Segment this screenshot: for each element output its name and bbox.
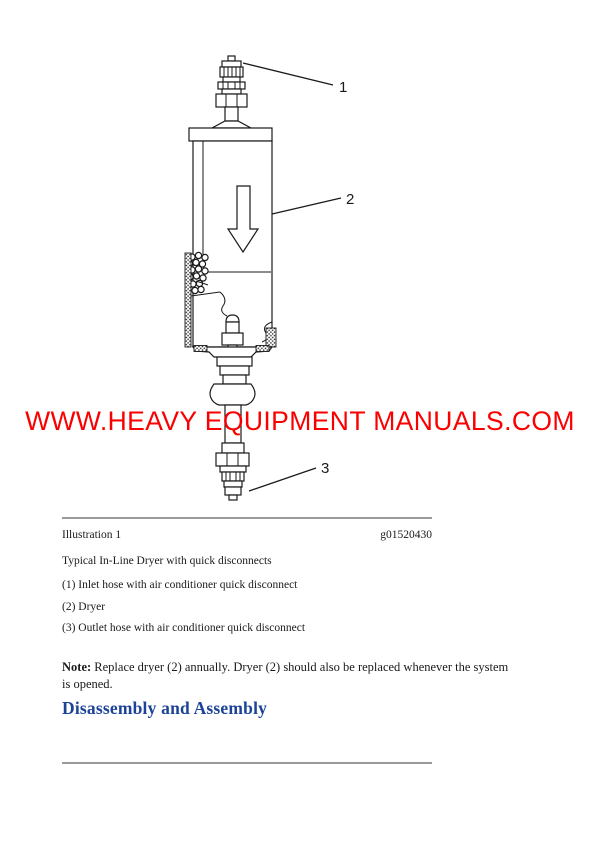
illustration-label: Illustration 1 <box>62 529 122 541</box>
section-heading: Disassembly and Assembly <box>62 698 268 718</box>
caption-item-2: (2) Dryer <box>62 601 106 613</box>
dryer-body-drawing <box>185 128 276 357</box>
illustration-caption-header <box>62 529 432 541</box>
note-label: Note: <box>62 660 92 674</box>
caption-separator-line <box>62 517 432 519</box>
leader-line-1 <box>243 63 333 85</box>
callout-3: 3 <box>321 460 330 477</box>
leader-line-2 <box>272 198 341 214</box>
caption-item-1: (1) Inlet hose with air conditioner quick disconnect <box>62 579 298 591</box>
watermark-text: WWW.HEAVY EQUIPMENT MANUALS.COM <box>25 406 575 436</box>
leader-line-3 <box>249 468 316 491</box>
caption-item-3: (3) Outlet hose with air conditioner quick disconnect <box>62 622 306 634</box>
illustration-code: g01520430 <box>380 529 432 541</box>
note-text: Replace dryer (2) annually. Dryer (2) should also be replaced whenever the system is opened. <box>62 660 509 691</box>
illustration-title: Typical In-Line Dryer with quick disconnects <box>62 555 272 567</box>
callout-1: 1 <box>339 79 348 96</box>
inlet-fitting-drawing <box>212 56 251 128</box>
callout-2: 2 <box>346 191 355 208</box>
note-paragraph <box>62 659 517 693</box>
bottom-separator-line <box>62 762 432 764</box>
